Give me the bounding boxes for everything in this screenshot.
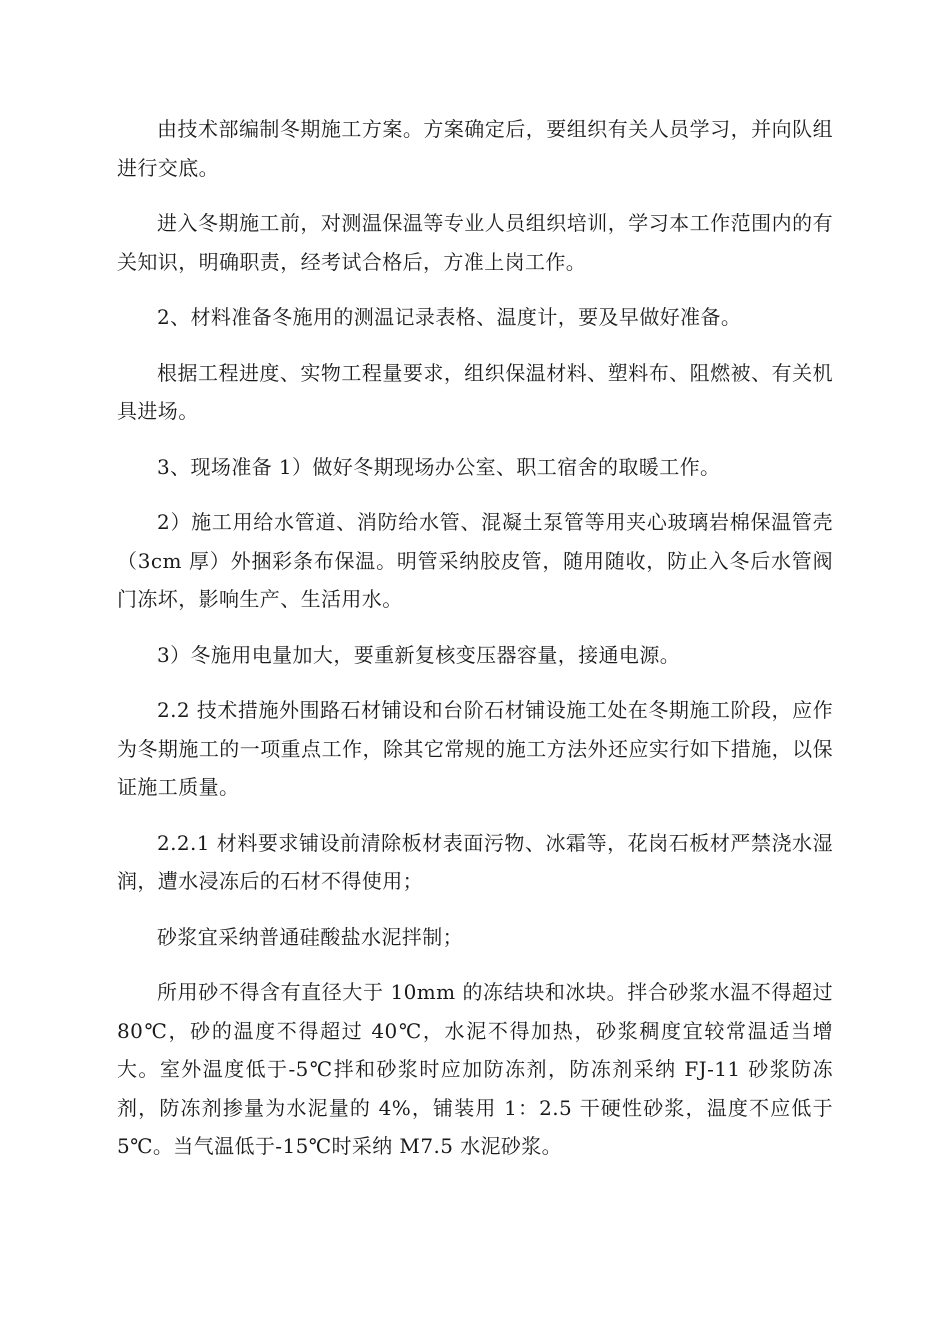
- paragraph-11: 所用砂不得含有直径大于 10mm 的冻结块和冰块。拌合砂浆水温不得超过 80℃，砂的温度不得超过 40℃，水泥不得加热，砂浆稠度宜较常温适当增大。室外温度低于-5℃拌和砂浆时应加防冻剂，防冻剂采纳 FJ-11 砂浆防冻剂，防冻剂掺量为水泥量的 4%，铺装用 1：2.5 干硬性砂浆，温度不应低于 5℃。当气温低于-15℃时采纳 M7.5 水泥砂浆。: [117, 980, 833, 1158]
- paragraph-10: 砂浆宜采纳普通硅酸盐水泥拌制；: [157, 924, 463, 949]
- paragraph-1: 由技术部编制冬期施工方案。方案确定后，要组织有关人员学习，并向队组进行交底。: [117, 117, 833, 180]
- paragraph-5: 3、现场准备 1）做好冬期现场办公室、职工宿舍的取暖工作。: [157, 454, 721, 479]
- paragraph-3: 2、材料准备冬施用的测温记录表格、温度计，要及早做好准备。: [157, 305, 742, 329]
- paragraph-6: 2）施工用给水管道、消防给水管、混凝土泵管等用夹心玻璃岩棉保温管壳（3cm 厚）外捆彩条布保温。明管采纳胶皮管，随用随收，防止入冬后水管阀门冻坏，影响生产、生活用水。: [117, 510, 833, 611]
- paragraph-8: 2.2 技术措施外围路石材铺设和台阶石材铺设施工处在冬期施工阶段，应作为冬期施工的一项重点工作，除其它常规的施工方法外还应实行如下措施，以保证施工质量。: [117, 698, 833, 799]
- paragraph-9: 2.2.1 材料要求铺设前清除板材表面污物、冰霜等，花岗石板材严禁浇水湿润，遭水浸冻后的石材不得使用；: [117, 830, 833, 893]
- paragraph-4: 根据工程进度、实物工程量要求，组织保温材料、塑料布、阻燃被、有关机具进场。: [117, 360, 833, 423]
- paragraph-2: 进入冬期施工前，对测温保温等专业人员组织培训，学习本工作范围内的有关知识，明确职责，经考试合格后，方准上岗工作。: [117, 211, 833, 274]
- document-body: [117, 110, 833, 1183]
- paragraph-7: 3）冬施用电量加大，要重新复核变压器容量，接通电源。: [157, 642, 681, 667]
